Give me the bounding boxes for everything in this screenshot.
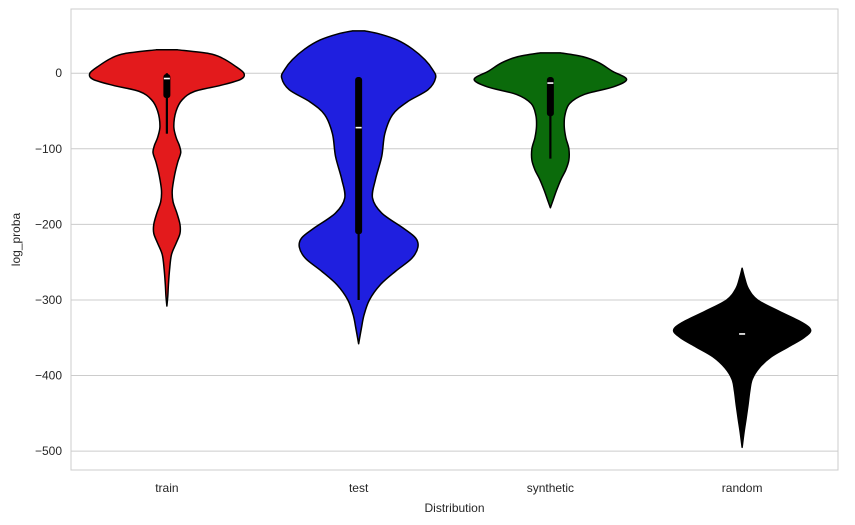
x-tick-labels [155, 481, 762, 495]
y-tick-label: −500 [34, 444, 62, 459]
x-tick-label-random: random [721, 481, 763, 495]
x-tick-label-test: test [348, 481, 369, 495]
y-tick-label: −400 [34, 368, 62, 383]
y-tick-label: −100 [34, 141, 62, 156]
x-axis-label: Distribution [424, 501, 485, 515]
iqr-box-test [355, 77, 362, 234]
y-tick-label: −200 [34, 217, 62, 232]
x-tick-label-train: train [155, 481, 179, 495]
gridlines [71, 73, 838, 451]
violins [89, 31, 810, 447]
y-axis-label: log_proba [9, 212, 23, 267]
x-tick-label-synthetic: synthetic [526, 481, 575, 495]
y-tick-label: 0 [55, 66, 62, 81]
violin-random [674, 268, 811, 447]
y-tick-label: −300 [34, 292, 62, 307]
iqr-box-train [163, 74, 170, 98]
y-tick-labels [35, 66, 62, 458]
